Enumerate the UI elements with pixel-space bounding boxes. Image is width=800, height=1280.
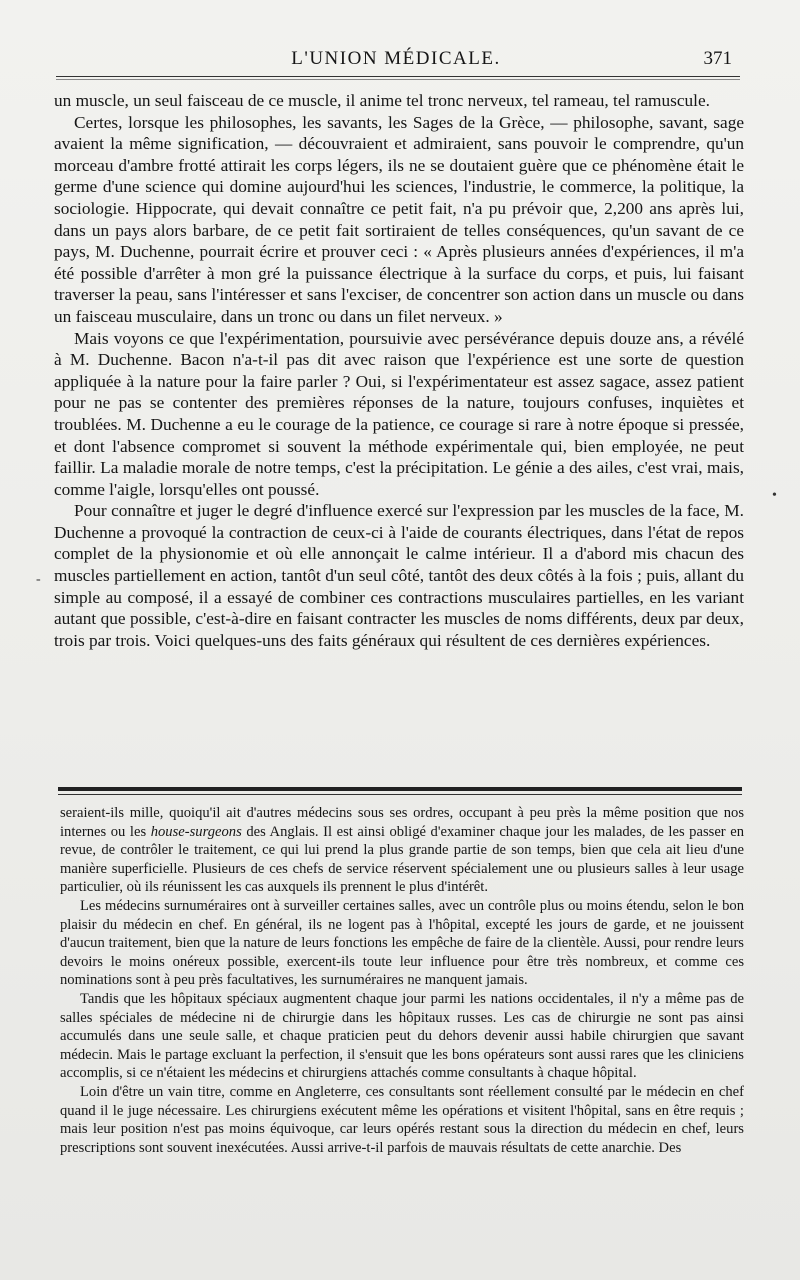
paragraph: un muscle, un seul faisceau de ce muscle, il anime tel tronc nerveux, tel rameau, tel ramuscule. xyxy=(54,91,710,110)
paragraph: Pour connaître et juger le degré d'influence exercé sur l'expression par les muscles de la face, M. Duchenne a provoqué la contraction de ceux-ci à l'aide de courants électriques, dans l'état de repos complet de la physionomie et où elle annonçait le calme intérieur. Il a d'abord mis chacun des muscles partiellement en action, tantôt d'un seul côté, tantôt des deux côtés à la fois ; puis, allant du simple au composé, il a essayé de combiner ces contractions musculaires partielles, en les variant autant que possible, c'est-à-dire en faisant contracter les muscles de noms différents, deux par deux, trois par trois. Voici quelques-uns des faits généraux qui résultent de ces dernières expériences. xyxy=(54,501,744,650)
paragraph: Certes, lorsque les philosophes, les savants, les Sages de la Grèce, — philosophe, savant, sage avaient la même signification, — découvraient et admiraient, sans pouvoir le comprendre, qu'un morceau d'ambre frotté attirait les corps légers, ils ne se doutaient guère que ce phénomène était le germe d'une science qui domine aujourd'hui les sciences, l'industrie, le commerce, la politique, la sociologie. Hippocrate, qui devait connaître ce petit fait, n'a pu prévoir que, 2,200 ans après lui, dans un pays alors barbare, de ce petit fait sortiraient de telles conséquences, qu'un savant de ce pays, M. Duchenne, pourrait écrire et prouver ceci : « Après plusieurs années d'expériences, il m'a été possible d'arrêter à mon gré la puissance électrique à la surface du corps, et puis, lui faisant traverser la peau, sans l'intéresser et sans l'exciser, de concentrer son action dans un muscle ou dans un faisceau musculaire, dans un tronc ou dans un filet nerveux. » xyxy=(54,112,744,326)
footnote-text: seraient-ils mille, quoiqu'il ait d'autres médecins sous ses ordres, occupant à peu près la même position que nos internes ou les xyxy=(60,805,744,840)
paragraph: Mais voyons ce que l'expérimentation, poursuivie avec persévérance depuis douze ans, a révélé à M. Duchenne. Bacon n'a-t-il pas dit avec raison que l'expérience est une sorte de question appliquée à la nature pour la faire parler ? Oui, si l'expérimentateur est assez sagace, assez patient pour ne pas se contenter des premières réponses de la nature, toujours confuses, inquiètes et troublées. M. Duchenne a eu le courage de la patience, ce courage si rare à notre époque si pressée, et dont l'absence compromet si souvent la méthode expérimentale qui, bien employée, ne peut faillir. La maladie morale de notre temps, c'est la précipitation. Le génie a des ailes, c'est vrai, mais, comme l'aigle, lorsqu'elles ont poussé. xyxy=(54,328,744,499)
page-header xyxy=(56,44,736,74)
page-number: 371 xyxy=(703,48,732,69)
footnotes-block xyxy=(60,804,744,1157)
header-rule xyxy=(56,76,740,77)
footnote-paragraph: Tandis que les hôpitaux spéciaux augmentent chaque jour parmi les nations occidentales, il n'y a même pas de salles spéciales de médecine ni de chirurgie dans les hôpitaux russes. Les cas de chirurgie ne sont pas ainsi accumulés dans une seule salle, et chaque praticien peut du dehors devenir aussi habile chirurgien que savant médecin. Mais le partage excluant la perfection, il s'ensuit que les bons opérateurs sont aussi rares que les cliniciens accomplis, si ce n'étaient les médecins et chirurgiens attachés comme consultants à chaque hôpital. xyxy=(60,990,744,1082)
margin-dash: - xyxy=(36,572,41,587)
running-title: L'UNION MÉDICALE. xyxy=(291,48,501,69)
footnote-separator xyxy=(58,787,742,795)
footnote-paragraph: Les médecins surnuméraires ont à surveiller certaines salles, avec un contrôle plus ou moins étendu, selon le bon plaisir du médecin en chef. En général, ils ne logent pas à l'hôpital, excepté les jours de garde, et ne jouissent d'aucun traitement, bien que la nature de leurs fonctions les empêche de faire de la clientèle. Aussi, pour rendre leurs devoirs le moins onéreux possible, exercent-ils toute leur influence pour être très nombreux, et comme ces nominations sont à peu près facultatives, les surnuméraires ne manquent jamais. xyxy=(60,897,744,989)
footnote-text: des Anglais. Il est ainsi obligé d'examiner chaque jour les malades, de les passer en revue, de contrôler le traitement, ce qui lui prend la plus grande partie de son temps, bien que cela ait lieu d'une manière superficielle. Plusieurs de ces chefs de service réservent spécialement une ou plusieurs salles à leur usage particulier, où ils réunissent les cas auxquels ils prennent le plus d'intérêt. xyxy=(60,823,744,896)
footnote-paragraph xyxy=(60,804,744,897)
margin-dot: • xyxy=(772,488,777,503)
footnote-italic-term: house-surgeons xyxy=(150,823,242,840)
footnote-paragraph: Loin d'être un vain titre, comme en Angleterre, ces consultants sont réellement consulté par le médecin en chef quand il le juge nécessaire. Les chirurgiens exécutent même les opérations et visitent l'hôpital, sans en être requis ; mais leur position n'est pas moins équivoque, car leurs opérés restant sous la direction du médecin en chef, leurs prescriptions sont souvent inexécutées. Aussi arrive-t-il parfois de mauvais résultats de cette anarchie. Des xyxy=(60,1083,744,1156)
main-text-body xyxy=(54,90,744,651)
header-rule-secondary xyxy=(56,79,740,80)
